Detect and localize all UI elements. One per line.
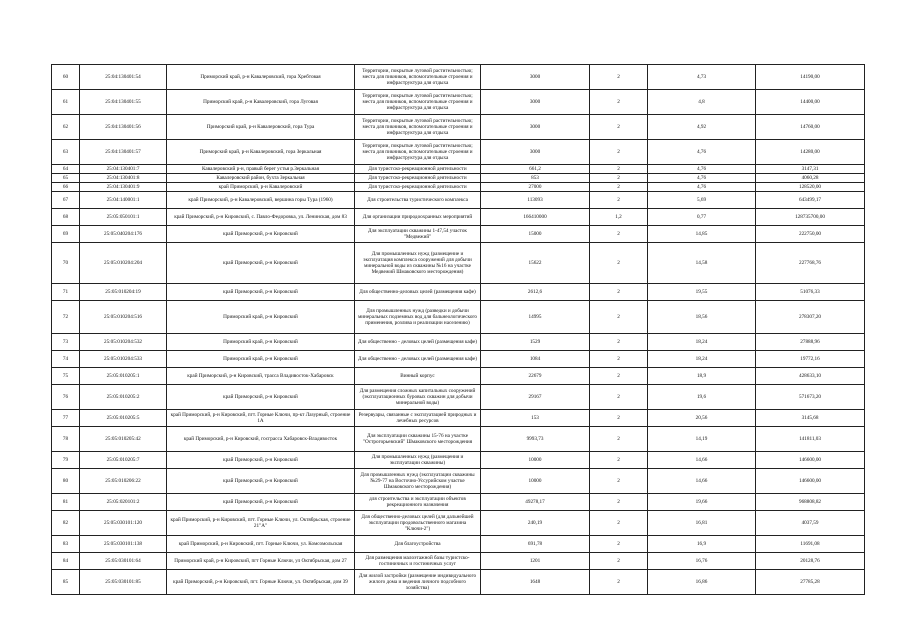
rate-cell: 0,77 [648,209,756,226]
rate-cell: 18,9 [648,368,756,385]
rate-cell: 14,19 [648,427,756,452]
rate-cell: 16,76 [648,553,756,570]
row-number-cell: 83 [52,536,80,553]
rate-cell: 16,81 [648,511,756,536]
table-row [52,410,865,427]
permitted-use-cell: для строительства и эксплуатации объектов рекреационного назначения [355,494,481,511]
row-number-cell: 66 [52,183,80,192]
row-number-cell: 76 [52,385,80,410]
table-row [52,385,865,410]
amount-cell: 11691,08 [756,536,865,553]
address-cell: край Приморский, р-н Кировский, пгт. Горные Ключи, пр-кт Лазурный, строение 1А [167,410,355,427]
area-cell: 3000 [481,140,590,165]
permitted-use-cell: Для благоустройства [355,536,481,553]
row-number-cell: 74 [52,351,80,368]
area-cell: 240,19 [481,511,590,536]
cadastral-number-cell: 25:04:130401:7 [80,165,167,174]
area-cell: 10000 [481,452,590,469]
permitted-use-cell: Для туристско-рекреационной деятельности [355,183,481,192]
rate-cell: 19,66 [648,494,756,511]
rate-cell: 4,76 [648,165,756,174]
permitted-use-cell: Для общественно-деловых целей (размещения кафе) [355,284,481,301]
area-cell: 1529 [481,334,590,351]
table-row [52,553,865,570]
permitted-use-cell: Для эксплуатации скважины 1-47,54 участок "Медвежий" [355,226,481,243]
amount-cell: 643499,17 [756,192,865,209]
area-cell: 15000 [481,226,590,243]
permitted-use-cell: Для жилой застройки (размещение индивидуального жилого дома и ведения личного подсобного хозяйства) [355,570,481,595]
cadastral-number-cell: 25:04:140001:1 [80,192,167,209]
row-number-cell: 82 [52,511,80,536]
rate-cell: 20,56 [648,410,756,427]
amount-cell: 128520,00 [756,183,865,192]
rate-cell: 16,86 [648,570,756,595]
row-number-cell: 77 [52,410,80,427]
rate-cell: 5,69 [648,192,756,209]
permitted-use-cell: Территории, покрытые луговой растительностью; места для пикников, вспомогательные строения и инфраструктура для отдыха [355,90,481,115]
address-cell: край Приморский, р-н Кировский, пгт. Горные Ключи, ул. Комсомольская [167,536,355,553]
row-number-cell: 68 [52,209,80,226]
cadastral-number-cell: 25:05:010204:19 [80,284,167,301]
table-row [52,165,865,174]
amount-cell: 146600,00 [756,452,865,469]
rate-cell: 4,76 [648,140,756,165]
row-number-cell: 61 [52,90,80,115]
permitted-use-cell: Для общественно-деловых целей (для дальнейшей эксплуатации продовольственного магазина "Ключи-2") [355,511,481,536]
table-row [52,494,865,511]
address-cell: Кавалеровский район, бухта Зеркальная [167,174,355,183]
row-number-cell: 60 [52,65,80,90]
coefficient-cell: 2 [590,368,648,385]
amount-cell: 27888,96 [756,334,865,351]
rate-cell: 19,6 [648,385,756,410]
address-cell: край Приморский, р-н Кировский, госграсса Хабаровск-Владивосток [167,427,355,452]
permitted-use-cell: Для организации природоохранных мероприятий [355,209,481,226]
amount-cell: 227768,76 [756,243,865,284]
cadastral-number-cell: 25:05:010205:1 [80,368,167,385]
amount-cell: 4037,59 [756,511,865,536]
coefficient-cell: 1,2 [590,209,648,226]
cadastral-number-cell: 25:05:030101:85 [80,570,167,595]
area-cell: 2612,6 [481,284,590,301]
area-cell: 3000 [481,90,590,115]
area-cell: 853 [481,174,590,183]
rate-cell: 4,76 [648,174,756,183]
amount-cell: 222750,00 [756,226,865,243]
address-cell: Приморский край, р-н Кировский [167,351,355,368]
address-cell: край Приморский, р-н Кировский, пгт. Горные Ключи, ул. Октябрьская, дом 39 [167,570,355,595]
row-number-cell: 71 [52,284,80,301]
amount-cell: 14280,00 [756,140,865,165]
row-number-cell: 69 [52,226,80,243]
amount-cell: 141811,03 [756,427,865,452]
cadastral-number-cell: 25:04:130401:54 [80,65,167,90]
rate-cell: 4,76 [648,183,756,192]
permitted-use-cell: Для промышленных нужд (размещение и эксплуатация комплекса сооружений для добычи минеральной воды из скважины №16 на участке Медвежий Шмаковского месторождения) [355,243,481,284]
address-cell: Приморский край, р-н Кавалеровский, гора Луговая [167,90,355,115]
row-number-cell: 73 [52,334,80,351]
permitted-use-cell: Территории, покрытые луговой растительностью; места для пикников, вспомогательные строения и инфраструктура для отдыха [355,115,481,140]
area-cell: 49278,17 [481,494,590,511]
address-cell: край Приморский, р-н Кировский, трасса Владивосток-Хабаровск [167,368,355,385]
cadastral-number-cell: 25:05:010205:42 [80,427,167,452]
rate-cell: 4,92 [648,115,756,140]
address-cell: Кавалеровский р-н, правый берег устья р.Зеркальная [167,165,355,174]
coefficient-cell: 2 [590,165,648,174]
coefficient-cell: 2 [590,140,648,165]
address-cell: край Приморский, р-н Кировский [167,243,355,284]
coefficient-cell: 2 [590,410,648,427]
coefficient-cell: 2 [590,469,648,494]
area-cell: 1201 [481,553,590,570]
rate-cell: 18,24 [648,351,756,368]
permitted-use-cell: Для общественно - деловых целей (размещения кафе) [355,334,481,351]
coefficient-cell: 2 [590,115,648,140]
coefficient-cell: 2 [590,494,648,511]
area-cell: 3000 [481,115,590,140]
coefficient-cell: 2 [590,570,648,595]
cadastral-number-cell: 25:05:010206:22 [80,469,167,494]
table-row [52,243,865,284]
area-cell: 1084 [481,351,590,368]
area-cell: 10000 [481,469,590,494]
address-cell: Приморский край, р-н Кавалеровский, гора Хребтовая [167,65,355,90]
amount-cell: 51076,33 [756,284,865,301]
permitted-use-cell: Для размещения малоэтажной базы туристско-гостиничных и гостиничных услуг [355,553,481,570]
address-cell: Приморский край, р-н Кировский [167,334,355,351]
row-number-cell: 62 [52,115,80,140]
area-cell: 153 [481,410,590,427]
coefficient-cell: 2 [590,183,648,192]
cadastral-number-cell: 25:05:010205:5 [80,410,167,427]
address-cell: край Приморский, р-н Кировский [167,494,355,511]
land-plots-table [51,64,865,595]
table-row [52,536,865,553]
amount-cell: 27785,28 [756,570,865,595]
permitted-use-cell: Для общественно - деловых целей (размещения кафе) [355,351,481,368]
coefficient-cell: 2 [590,284,648,301]
permitted-use-cell: Резервуары, связанные с эксплуатацией природных и лечебных ресурсов [355,410,481,427]
coefficient-cell: 2 [590,301,648,334]
cadastral-number-cell: 25:05:050101:1 [80,209,167,226]
rate-cell: 4,73 [648,65,756,90]
row-number-cell: 75 [52,368,80,385]
coefficient-cell: 2 [590,174,648,183]
row-number-cell: 78 [52,427,80,452]
table-row [52,570,865,595]
cadastral-number-cell: 25:05:030101:120 [80,511,167,536]
address-cell: край Приморский, р-н Кировский [167,385,355,410]
permitted-use-cell: Территории, покрытые луговой растительностью; места для пикников, вспомогательные строения и инфраструктура для отдыха [355,65,481,90]
cadastral-number-cell: 25:05:030101:64 [80,553,167,570]
table-row [52,351,865,368]
cadastral-number-cell: 25:05:010205:2 [80,385,167,410]
cadastral-number-cell: 25:05:010204:533 [80,351,167,368]
address-cell: край Приморский, р-н Кировский, с. Павло-Федоровка, ул. Ленинская, дом 83 [167,209,355,226]
permitted-use-cell: Для эксплуатации скважины 15-76 на участке "Острогорьевский" Шмаковского месторождения [355,427,481,452]
coefficient-cell: 2 [590,511,648,536]
table-row [52,452,865,469]
table-row [52,140,865,165]
permitted-use-cell: Для промышленных нужд (разведки и добычи минеральных подземных вод для бальнеологического применения, розлива и реализации населению) [355,301,481,334]
coefficient-cell: 2 [590,243,648,284]
rate-cell: 18,56 [648,301,756,334]
address-cell: Приморский край, р-н Кавалеровский, гора Зеркальная [167,140,355,165]
row-number-cell: 85 [52,570,80,595]
address-cell: край Приморский, р-н Кировский [167,226,355,243]
coefficient-cell: 2 [590,334,648,351]
cadastral-number-cell: 25:05:010204:204 [80,243,167,284]
amount-cell: 19772,16 [756,351,865,368]
cadastral-number-cell: 25:04:130401:9 [80,183,167,192]
permitted-use-cell: Территории, покрытые луговой растительностью; места для пикников, вспомогательные строения и инфраструктура для отдыха [355,140,481,165]
coefficient-cell: 2 [590,452,648,469]
row-number-cell: 63 [52,140,80,165]
row-number-cell: 80 [52,469,80,494]
cadastral-number-cell: 25:05:010204:532 [80,334,167,351]
rate-cell: 14,66 [648,469,756,494]
cadastral-number-cell: 25:05:010205:7 [80,452,167,469]
cadastral-number-cell: 25:04:130401:55 [80,90,167,115]
area-cell: 27000 [481,183,590,192]
rate-cell: 4,8 [648,90,756,115]
amount-cell: 128735700,00 [756,209,865,226]
table-row [52,284,865,301]
row-number-cell: 64 [52,165,80,174]
cadastral-number-cell: 25:05:010204:516 [80,301,167,334]
table-row [52,301,865,334]
amount-cell: 3147,31 [756,165,865,174]
address-cell: край Приморский, р-н Кировский, пгт. Горные Ключи, ул. Октябрьская, строение 21"А" [167,511,355,536]
cadastral-number-cell: 25:04:130401:8 [80,174,167,183]
coefficient-cell: 2 [590,90,648,115]
area-cell: 691,78 [481,536,590,553]
coefficient-cell: 2 [590,226,648,243]
amount-cell: 428633,10 [756,368,865,385]
amount-cell: 3145,68 [756,410,865,427]
table-row [52,368,865,385]
area-cell: 3000 [481,65,590,90]
area-cell: 113093 [481,192,590,209]
address-cell: Приморский край, р-н Кировский, пгт Горные Ключи, ул Октябрьская, дом 27 [167,553,355,570]
area-cell: 29167 [481,385,590,410]
area-cell: 661,2 [481,165,590,174]
permitted-use-cell: Для туристско-рекреационной деятельности [355,165,481,174]
coefficient-cell: 2 [590,65,648,90]
table-row [52,192,865,209]
amount-cell: 146600,00 [756,469,865,494]
table-row [52,427,865,452]
area-cell: 1648 [481,570,590,595]
permitted-use-cell: Для промышленных нужд (размещения и эксплуатации скважины) [355,452,481,469]
rate-cell: 19,55 [648,284,756,301]
row-number-cell: 72 [52,301,80,334]
address-cell: край Приморский, р-н Кировский [167,469,355,494]
table-row [52,469,865,494]
permitted-use-cell: Винный корпус [355,368,481,385]
row-number-cell: 79 [52,452,80,469]
amount-cell: 968808,82 [756,494,865,511]
cadastral-number-cell: 25:04:130401:56 [80,115,167,140]
address-cell: край Приморский, р-н Кировский [167,284,355,301]
coefficient-cell: 2 [590,427,648,452]
amount-cell: 14190,00 [756,65,865,90]
address-cell: край Приморский, р-н Кавалеровский, вершина горы Тура (1960) [167,192,355,209]
permitted-use-cell: Для строительства туристического комплекса [355,192,481,209]
address-cell: Приморский край, р-н Кировский [167,301,355,334]
address-cell: Приморский край, р-н Кавалеровский, гора Тура [167,115,355,140]
row-number-cell: 70 [52,243,80,284]
permitted-use-cell: Для туристско-рекреационной деятельности [355,174,481,183]
rate-cell: 14,85 [648,226,756,243]
amount-cell: 20128,76 [756,553,865,570]
table-row [52,226,865,243]
cadastral-number-cell: 25:04:130401:57 [80,140,167,165]
table-row [52,115,865,140]
amount-cell: 14400,00 [756,90,865,115]
row-number-cell: 81 [52,494,80,511]
cadastral-number-cell: 25:05:040204:176 [80,226,167,243]
address-cell: край Приморский, р-н Кировский [167,452,355,469]
row-number-cell: 67 [52,192,80,209]
cadastral-number-cell: 25:05:030101:138 [80,536,167,553]
area-cell: 14995 [481,301,590,334]
area-cell: 9993,73 [481,427,590,452]
coefficient-cell: 2 [590,192,648,209]
permitted-use-cell: Для промышленных нужд (эксплуатации скважины №29-77 на Восточно-Уссурийском участке Шмаковского месторождения) [355,469,481,494]
coefficient-cell: 2 [590,385,648,410]
area-cell: 22679 [481,368,590,385]
permitted-use-cell: Для размещения сложных капитальных сооружений (эксплуатационных буровых скважин для добычи минеральной воды) [355,385,481,410]
row-number-cell: 84 [52,553,80,570]
row-number-cell: 65 [52,174,80,183]
document-page [51,64,864,595]
area-cell: 166410000 [481,209,590,226]
table-row [52,65,865,90]
amount-cell: 278307,20 [756,301,865,334]
amount-cell: 14760,00 [756,115,865,140]
coefficient-cell: 2 [590,553,648,570]
rate-cell: 14,58 [648,243,756,284]
address-cell: край Приморский, р-н Кавалеровский [167,183,355,192]
rate-cell: 18,24 [648,334,756,351]
table-row [52,90,865,115]
rate-cell: 16,9 [648,536,756,553]
table-row [52,174,865,183]
area-cell: 15622 [481,243,590,284]
table-row [52,209,865,226]
coefficient-cell: 2 [590,351,648,368]
table-row [52,511,865,536]
table-row [52,334,865,351]
table-row [52,183,865,192]
rate-cell: 14,66 [648,452,756,469]
amount-cell: 4060,28 [756,174,865,183]
coefficient-cell: 2 [590,536,648,553]
cadastral-number-cell: 25:05:020101:2 [80,494,167,511]
amount-cell: 571673,20 [756,385,865,410]
